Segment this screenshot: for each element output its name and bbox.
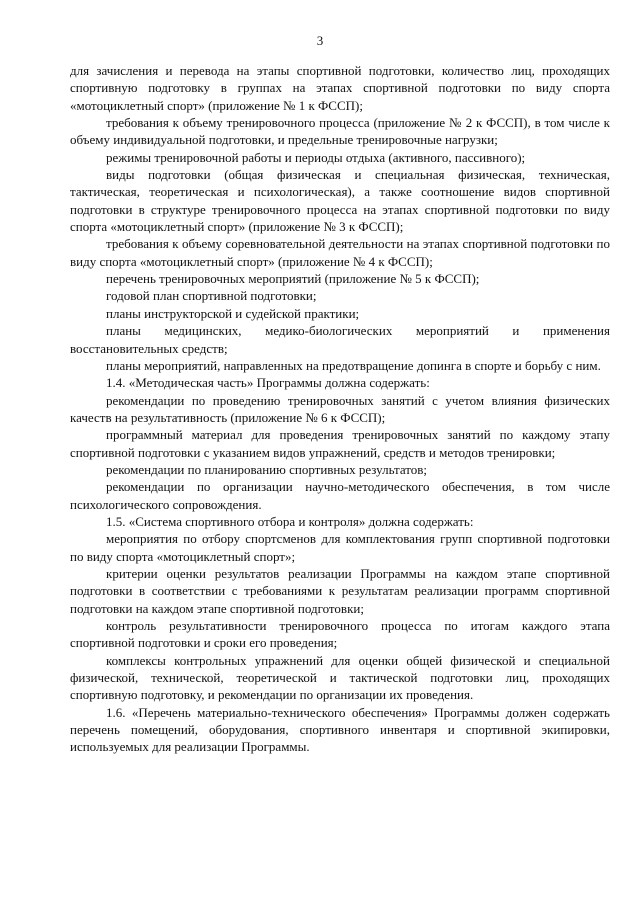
page-number: 3 bbox=[316, 33, 324, 48]
paragraph: рекомендации по планированию спортивных результатов; bbox=[106, 461, 428, 477]
paragraph: требования к объему соревновательной деятельности на этапах спортивной подготовки по виду спорта «мотоциклетный спорт» (приложение № 4 к ФССП); bbox=[70, 236, 610, 269]
paragraph: рекомендации по проведению тренировочных занятий с учетом влияния физических качеств на результативность (приложение № 6 к ФССП); bbox=[70, 392, 610, 425]
paragraph: планы медицинских, медико-биологических мероприятий и применения восстановительных средств; bbox=[70, 323, 610, 356]
paragraph: годовой план спортивной подготовки; bbox=[106, 288, 317, 304]
section-heading-1-4: 1.4. «Методическая часть» Программы должна содержать: bbox=[106, 375, 430, 391]
paragraph: виды подготовки (общая физическая и специальная физическая, техническая, тактическая, теоретическая и психологическая), а также соотношение видов спортивной подготовки в структуре тренировочного процесса на этапах спортивной подготовки по виду спорта «мотоциклетный спорт» (приложение № 3 к ФССП); bbox=[70, 167, 610, 235]
paragraph: контроль результативности тренировочного процесса по итогам каждого этапа спортивной подготовки и сроки его проведения; bbox=[70, 618, 610, 651]
paragraph: планы мероприятий, направленных на предотвращение допинга в спорте и борьбу с ним. bbox=[106, 357, 601, 373]
paragraph: режимы тренировочной работы и периоды отдыха (активного, пассивного); bbox=[106, 149, 526, 165]
paragraph: перечень тренировочных мероприятий (приложение № 5 к ФССП); bbox=[106, 271, 480, 287]
paragraph: требования к объему тренировочного процесса (приложение № 2 к ФССП), в том числе к объему индивидуальной подготовки, и предельные тренировочные нагрузки; bbox=[70, 115, 610, 148]
section-heading-1-5: 1.5. «Система спортивного отбора и контроля» должна содержать: bbox=[106, 513, 474, 529]
paragraph: критерии оценки результатов реализации Программы на каждом этапе спортивной подготовки в соответствии с требованиями к результатам реализации программ спортивной подготовки на каждом этапе спортивной подготовки; bbox=[70, 565, 610, 616]
paragraph: комплексы контрольных упражнений для оценки общей физической и специальной физической, технической, теоретической и тактической подготовки лиц, проходящих спортивную подготовку, и рекомендации по организации их проведения. bbox=[70, 652, 610, 703]
paragraph: рекомендации по организации научно-методического обеспечения, в том числе психологического сопровождения. bbox=[70, 479, 610, 512]
document-body bbox=[70, 62, 610, 756]
section-heading-1-6: 1.6. «Перечень материально-технического обеспечения» Программы должен содержать перечень помещений, оборудования, спортивного инвентаря и спортивной экипировки, используемых для реализации Программы. bbox=[70, 704, 610, 755]
paragraph: мероприятия по отбору спортсменов для комплектования групп спортивной подготовки по виду спорта «мотоциклетный спорт»; bbox=[70, 531, 610, 564]
paragraph: планы инструкторской и судейской практики; bbox=[106, 305, 360, 321]
paragraph: для зачисления и перевода на этапы спортивной подготовки, количество лиц, проходящих спортивную подготовку в группах на этапах спортивной подготовки по виду спорта «мотоциклетный спорт» (приложение № 1 к ФССП); bbox=[70, 63, 610, 113]
paragraph: программный материал для проведения тренировочных занятий по каждому этапу спортивной подготовки с указанием видов упражнений, средств и методов тренировки; bbox=[70, 427, 610, 460]
